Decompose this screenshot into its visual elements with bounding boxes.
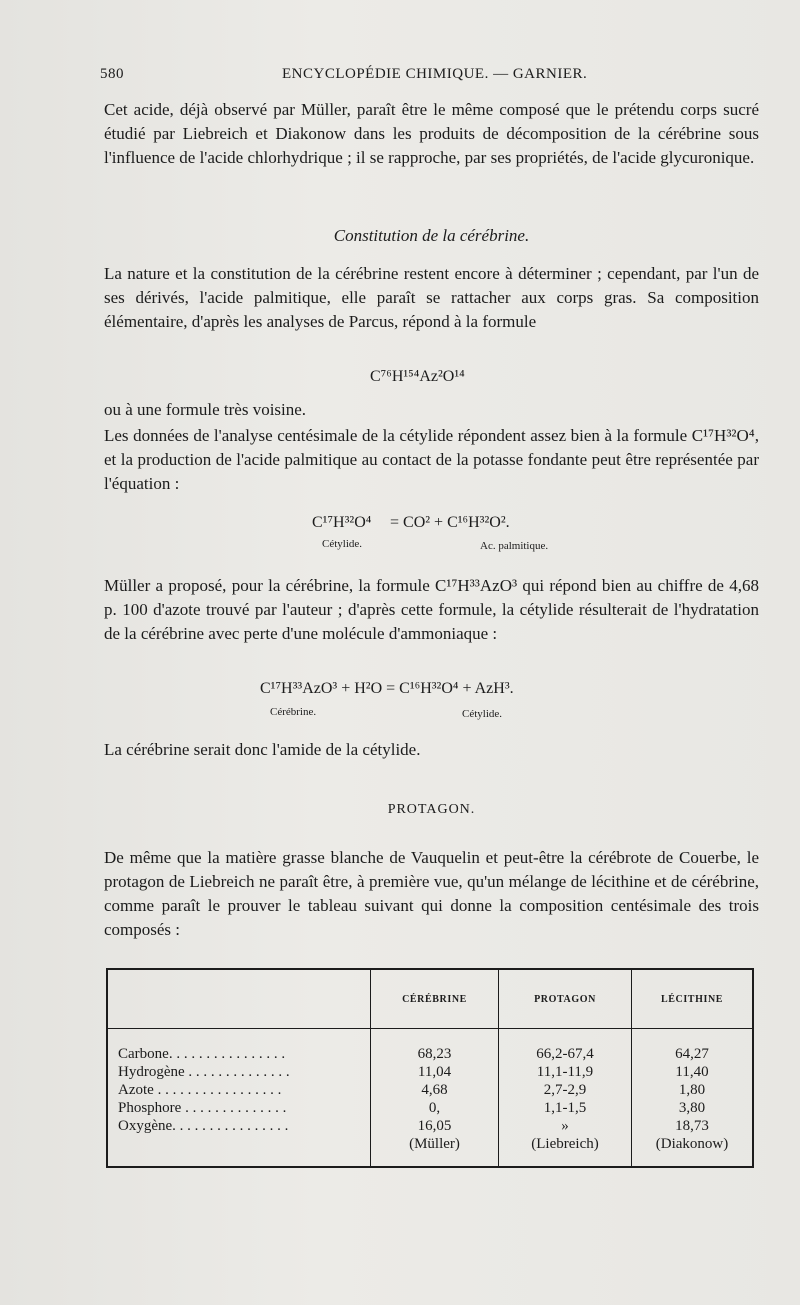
table-row bbox=[107, 1029, 753, 1168]
table-cell: 0, bbox=[428, 1100, 441, 1116]
source-lecithine: (Diakonow) bbox=[655, 1136, 729, 1152]
table-cell: 1,80 bbox=[678, 1082, 706, 1098]
table-cell: 11,40 bbox=[675, 1064, 709, 1080]
table-header-blank bbox=[107, 969, 371, 1029]
table-header-cerebrine: CÉRÉBRINE bbox=[371, 969, 499, 1029]
table-cell: 4,68 bbox=[421, 1082, 448, 1098]
element-name: Phosphore . . . . . . . . . . . . . . bbox=[118, 1100, 287, 1116]
label-cetylide-2: Cétylide. bbox=[462, 708, 503, 720]
table-header-protagon: PROTAGON bbox=[499, 969, 632, 1029]
section-title-protagon: PROTAGON. bbox=[387, 802, 476, 817]
table-cell: 3,80 bbox=[678, 1100, 706, 1116]
label-palmitic-acid: Ac. palmitique. bbox=[480, 540, 549, 552]
paragraph-3: ou à une formule très voisine. bbox=[104, 400, 307, 419]
cerebrine-values-column bbox=[371, 1029, 499, 1168]
section-title-constitution: Constitution de la cérébrine. bbox=[333, 226, 530, 245]
formula-cerebrine: C⁷⁶H¹⁵⁴Az²O¹⁴ bbox=[370, 368, 465, 385]
paragraph-7: De même que la matière grasse blanche de Vauquelin et peut-être la cérébrote de Couerbe, le protagon de Liebreich ne paraît être, à première vue, qu'un mélange de lécithine et de cérébrine, comme paraît le prouver le tableau suivant qui donne la composition centésimale des trois composés : bbox=[104, 848, 759, 939]
paragraph-1: Cet acide, déjà observé par Müller, paraît être le même composé que le prétendu corps sucré étudié par Liebreich et Diakonow dans les produits de décomposition de la cérébrine sous l'influence de l'acide chlorhydrique ; il se rapproche, par ses propriétés, de l'acide glycuronique. bbox=[104, 100, 759, 167]
element-name: Oxygène. . . . . . . . . . . . . . . . bbox=[118, 1118, 289, 1134]
composition-table bbox=[106, 968, 754, 1168]
source-cerebrine: (Müller) bbox=[409, 1136, 460, 1152]
table-cell: 11,1-11,9 bbox=[536, 1064, 594, 1080]
lecithine-values-column bbox=[632, 1029, 754, 1168]
table-cell: 64,27 bbox=[675, 1046, 709, 1062]
source-protagon: (Liebreich) bbox=[531, 1136, 599, 1152]
paragraph-5: Müller a proposé, pour la cérébrine, la formule C¹⁷H³³AzO³ qui répond bien au chiffre de 4,68 p. 100 d'azote trouvé par l'auteur ; d'après cette formule, la cétylide résulterait de l'hydratation de la cérébrine avec perte d'une molécule d'ammoniaque : bbox=[104, 576, 759, 643]
table-cell: 68,23 bbox=[417, 1046, 452, 1062]
equation-1-left: C¹⁷H³²O⁴ bbox=[312, 514, 372, 531]
paragraph-4: Les données de l'analyse centésimale de la cétylide répondent assez bien à la formule C¹⁷H³²O⁴, et la production de l'acide palmitique au contact de la potasse fondante peut être représentée par l'équation : bbox=[104, 426, 759, 493]
table-header-row bbox=[107, 969, 753, 1029]
table-cell: 16,05 bbox=[417, 1118, 452, 1134]
table-cell: 66,2-67,4 bbox=[536, 1046, 594, 1062]
label-cerebrine: Cérébrine. bbox=[270, 706, 317, 718]
protagon-values-column bbox=[499, 1029, 632, 1168]
equation-1-right: = CO² + C¹⁶H³²O². bbox=[390, 514, 510, 531]
element-name: Hydrogène . . . . . . . . . . . . . . bbox=[118, 1064, 290, 1080]
page-number: 580 bbox=[100, 66, 124, 82]
table-cell: 1,1-1,5 bbox=[543, 1100, 587, 1116]
running-title: ENCYCLOPÉDIE CHIMIQUE. — GARNIER. bbox=[282, 66, 588, 82]
table-cell: 2,7-2,9 bbox=[543, 1082, 587, 1098]
paragraph-6: La cérébrine serait donc l'amide de la cétylide. bbox=[104, 740, 421, 759]
table-cell: 11,04 bbox=[417, 1064, 452, 1080]
table-cell: » bbox=[561, 1118, 569, 1134]
table-header-lecithine: LÉCITHINE bbox=[632, 969, 754, 1029]
label-cetylide-1: Cétylide. bbox=[322, 538, 363, 550]
element-name: Carbone. . . . . . . . . . . . . . . . bbox=[118, 1046, 286, 1062]
element-name: Azote . . . . . . . . . . . . . . . . . bbox=[118, 1082, 282, 1098]
element-names-column bbox=[107, 1029, 371, 1168]
paragraph-2: La nature et la constitution de la cérébrine restent encore à déterminer ; cependant, par l'un de ses dérivés, l'acide palmitique, elle paraît se rattacher aux corps gras. Sa composition élémentaire, d'après les analyses de Parcus, répond à la formule bbox=[104, 264, 759, 331]
table-cell: 18,73 bbox=[675, 1118, 709, 1134]
equation-2: C¹⁷H³³AzO³ + H²O = C¹⁶H³²O⁴ + AzH³. bbox=[260, 680, 514, 697]
